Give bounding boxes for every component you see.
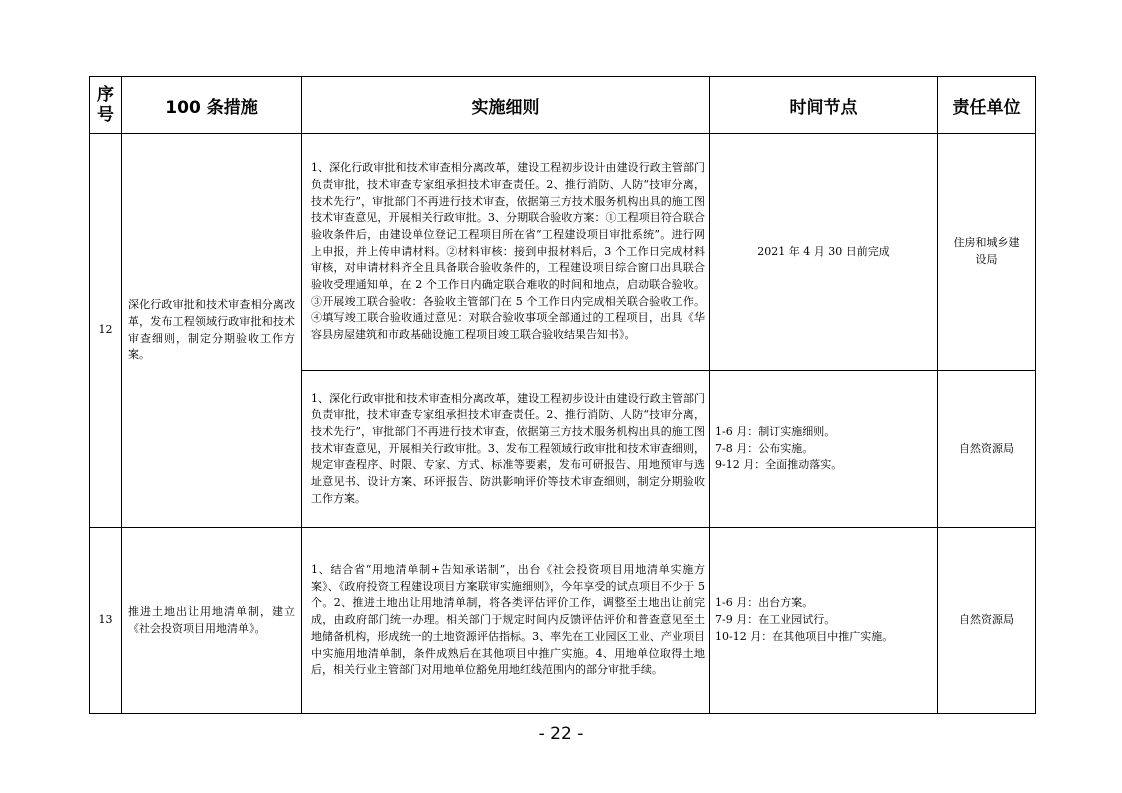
measure-cell: 深化行政审批和技术审查相分离改革，发布工程领域行政审批和技术审查细则，制定分期验收工作方案。 (122, 134, 302, 528)
header-unit: 责任单位 (938, 77, 1036, 134)
header-row (90, 77, 1036, 134)
measures-table (89, 76, 1036, 714)
time-cell (710, 371, 938, 528)
detail-cell: 1、深化行政审批和技术审查相分离改革，建设工程初步设计由建设行政主管部门负责审批，技术审查专家组承担技术审查责任。2、推行消防、人防“技审分离，技术先行”，审批部门不再进行技术审查，依据第三方技术服务机构出具的施工图技术审查意见，开展相关行政审批。3、发布工程领域行政审批和技术审查细则，规定审查程序、时限、专家、方式、标准等要素，发布可研报告、用地预审与选址意见书、设计方案、环评报告、防洪影响评价等技术审查细则，制定分期验收工作方案。 (302, 371, 710, 528)
page-number: - 22 - (538, 724, 584, 744)
time-cell (710, 134, 938, 371)
row-num: 12 (90, 134, 122, 528)
time-line: 9-12 月：全面推动落实。 (715, 458, 843, 472)
time-line: 2021 年 4 月 30 日前完成 (757, 244, 890, 258)
header-time: 时间节点 (710, 77, 938, 134)
unit-cell: 自然资源局 (938, 371, 1036, 528)
time-line: 7-9 月：在工业园试行。 (715, 613, 836, 627)
table-row (90, 528, 1036, 714)
header-measure: 100 条措施 (122, 77, 302, 134)
header-num: 序号 (90, 77, 122, 134)
unit-cell: 住房和城乡建设局 (938, 134, 1036, 371)
row-num: 13 (90, 528, 122, 714)
time-line: 1-6 月：制订实施细则。 (715, 424, 836, 438)
header-detail: 实施细则 (302, 77, 710, 134)
time-line: 7-8 月：公布实施。 (715, 441, 814, 455)
time-line: 10-12 月：在其他项目中推广实施。 (715, 629, 894, 643)
time-cell (710, 528, 938, 714)
detail-cell: 1、深化行政审批和技术审查相分离改革，建设工程初步设计由建设行政主管部门负责审批，技术审查专家组承担技术审查责任。2、推行消防、人防“技审分离，技术先行”，审批部门不再进行技术审查，依据第三方技术服务机构出具的施工图技术审查意见，开展相关行政审批。3、分期联合验收方案：①工程项目符合联合验收条件后，由建设单位登记工程项目所在省“工程建设项目审批系统”。进行网上申报，并上传申请材料。②材料审核：接到申报材料后，3 个工作日完成材料审核，对申请材料齐全且具备联合验收条件的，工程建设项目综合窗口出具联合验收受理通知单，在 2 个工作日内确定联合难收的时间和地点，启动联合验收。③开展竣工联合验收：各验收主管部门在 5 个工作日内完成相关联合验收工作。④填写竣工联合验收通过意见：对联合验收事项全部通过的工程项目，出具《华容县房屋建筑和市政基础设施工程项目竣工联合验收结果告知书》。 (302, 134, 710, 371)
unit-cell: 自然资源局 (938, 528, 1036, 714)
detail-cell: 1、结合省“用地清单制+告知承诺制”，出台《社会投资项目用地清单实施方案》、《政府投资工程建设项目方案联审实施细则》，今年享受的试点项目不少于 5 个。2、推进土地出让用地清单制，将各类评估评价工作，调整至土地出让前完成，由政府部门统一办理。相关部门于规定时间内反馈评估评价和普查意见至土地储备机构，形成统一的土地资源评估指标。3、率先在工业园区工业、产业项目中实施用地清单制，条件成熟后在其他项目中推广实施。4、用地单位取得土地后，相关行业主管部门对用地单位豁免用地红线范围内的部分审批手续。 (302, 528, 710, 714)
time-line: 1-6 月：出台方案。 (715, 596, 814, 610)
table-row (90, 134, 1036, 371)
measure-cell: 推进土地出让用地清单制，建立《社会投资项目用地清单》。 (122, 528, 302, 714)
